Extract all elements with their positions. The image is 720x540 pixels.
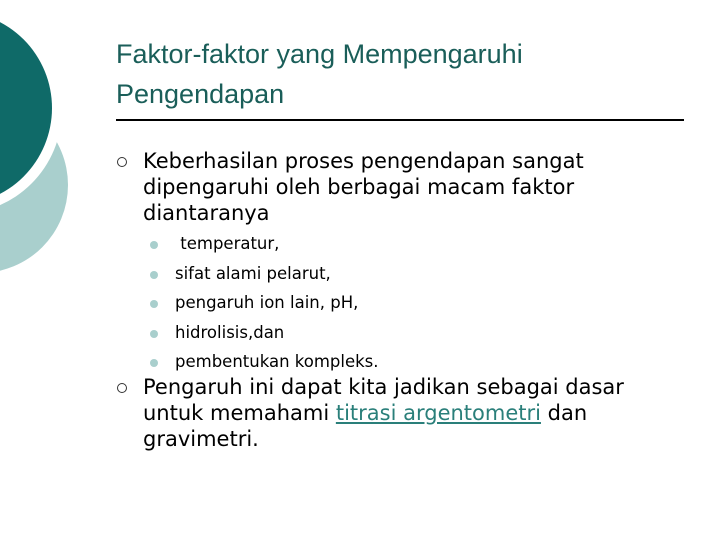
bullet-dot-icon (150, 241, 158, 249)
title-divider (116, 119, 684, 121)
bullet-2-text-before: Pengaruh ini dapat kita jadikan sebagai dasar untuk memahami (143, 375, 624, 425)
bullet-dot-icon (150, 330, 158, 338)
bullet-dot-icon (150, 271, 158, 279)
bullet-2-text (143, 374, 663, 452)
bullet-ring-icon (117, 383, 127, 393)
list-item-text: sifat alami pelarut, (175, 263, 331, 283)
decorative-circles (0, 0, 80, 300)
list-item (150, 293, 650, 323)
bullet-ring-icon (117, 157, 127, 167)
list-item-text: temperatur, (175, 234, 280, 253)
list-item (150, 323, 650, 353)
list-item (150, 264, 650, 294)
list-item-text: pengaruh ion lain, pH, (175, 293, 359, 312)
list-item-text: pembentukan kompleks. (175, 352, 379, 371)
list-item-text: hidrolisis,dan (175, 322, 285, 342)
list-item (150, 234, 650, 264)
bullet-dot-icon (150, 359, 158, 367)
bullet-dot-icon (150, 300, 158, 308)
factor-list (150, 234, 650, 382)
bullet-2-text-after: dan gravimetri. (143, 401, 588, 451)
slide-title: Faktor-faktor yang Mempengaruhi Pengendapan (116, 39, 523, 109)
bullet-1-text: Keberhasilan proses pengendapan sangat dipengaruhi oleh berbagai macam faktor diantaranya (143, 149, 584, 225)
titrasi-argentometri-link[interactable]: titrasi argentometri (335, 401, 541, 425)
